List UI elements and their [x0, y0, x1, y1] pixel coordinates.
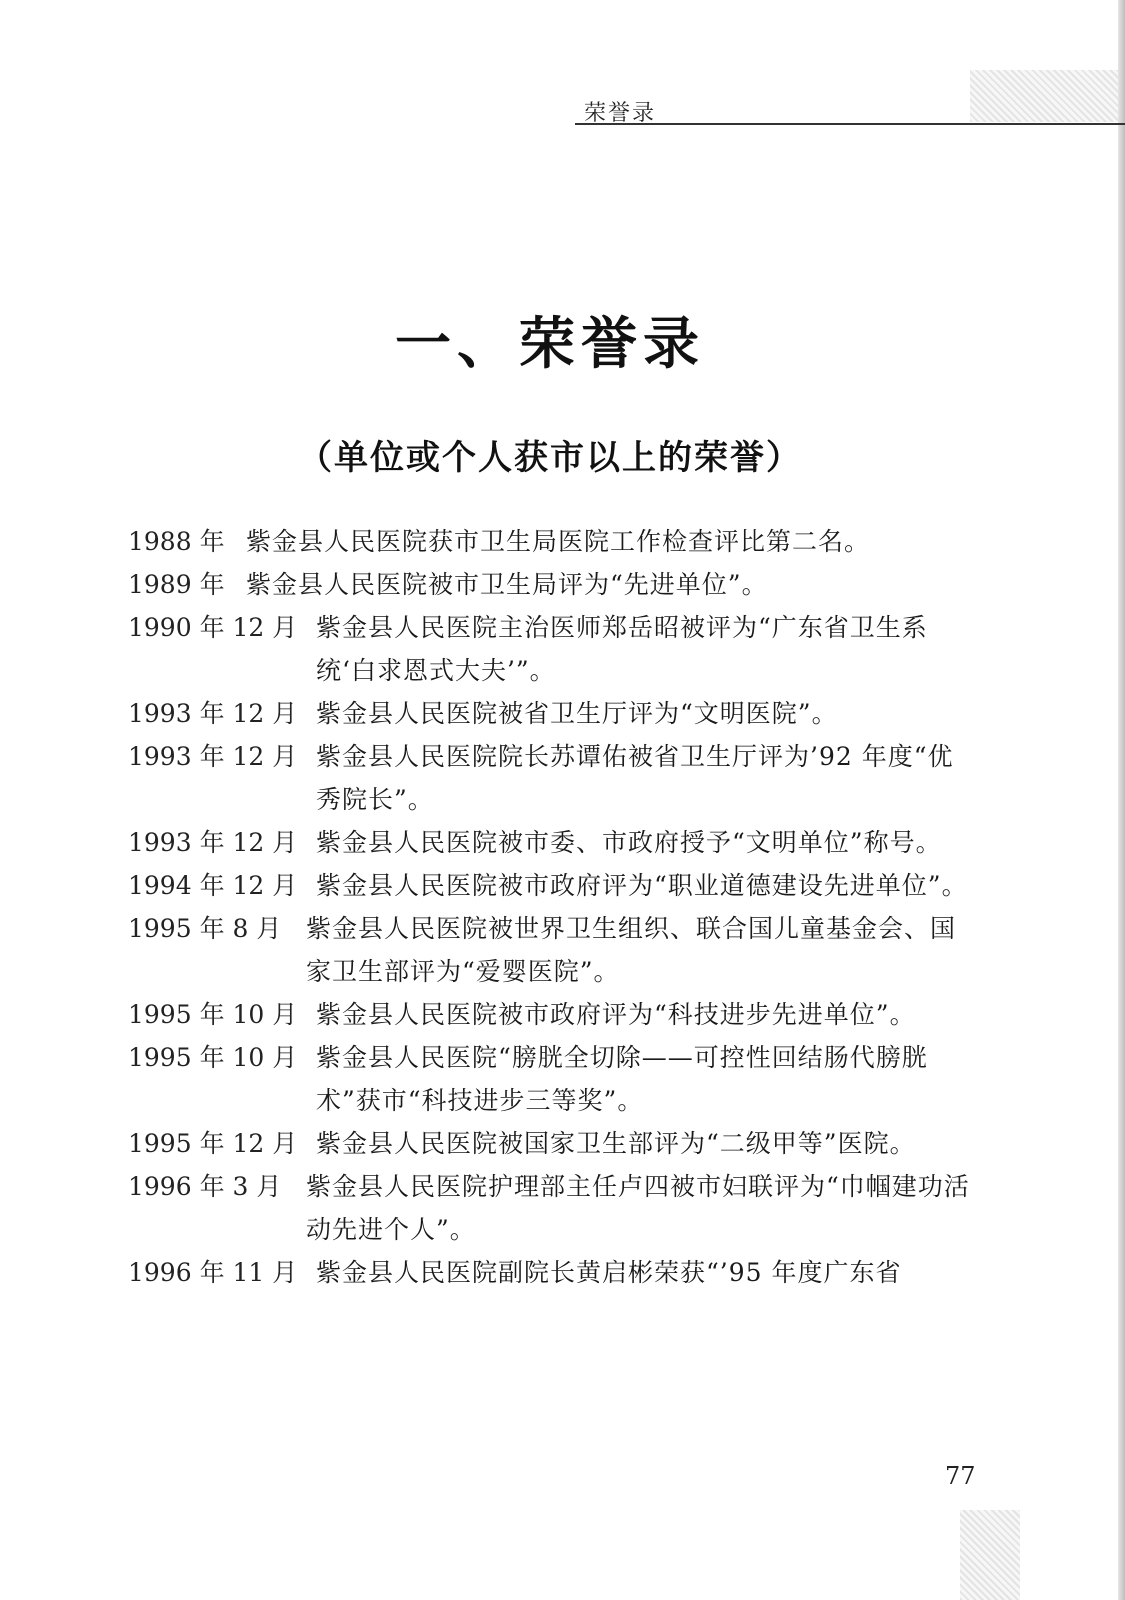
entry-date: 1993 年 12 月	[128, 742, 298, 771]
entry-date: 1988 年	[128, 527, 225, 556]
list-item	[128, 821, 978, 864]
entry-text: 紫金县人民医院被市政府评为“科技进步先进单位”。	[316, 1000, 916, 1029]
list-item	[128, 864, 978, 907]
entry-text: 紫金县人民医院“膀胱全切除——可控性回结肠代膀胱术”获市“科技进步三等奖”。	[316, 1043, 928, 1115]
list-item	[128, 735, 978, 821]
entry-text: 紫金县人民医院被市卫生局评为“先进单位”。	[246, 570, 768, 599]
entry-date: 1993 年 12 月	[128, 828, 298, 857]
list-item	[128, 563, 978, 606]
chapter-subtitle: （单位或个人获市以上的荣誉）	[298, 438, 802, 478]
entry-text: 紫金县人民医院被世界卫生组织、联合国儿童基金会、国家卫生部评为“爱婴医院”。	[306, 914, 957, 986]
list-item	[128, 606, 978, 692]
entry-text: 紫金县人民医院获市卫生局医院工作检查评比第二名。	[246, 527, 871, 556]
list-item	[128, 1251, 978, 1294]
list-item	[128, 1165, 978, 1251]
list-item	[128, 1036, 978, 1122]
list-item	[128, 692, 978, 735]
chapter-title: 一、荣誉录	[395, 312, 705, 377]
list-item	[128, 520, 978, 563]
honor-list	[128, 520, 978, 1294]
header-rule	[575, 123, 1125, 125]
entry-date: 1993 年 12 月	[128, 699, 298, 728]
entry-date: 1990 年 12 月	[128, 613, 298, 642]
scan-shading	[960, 1510, 1020, 1600]
running-header: 荣誉录	[584, 101, 657, 126]
entry-date: 1995 年 12 月	[128, 1129, 298, 1158]
page-edge-shadow	[1118, 0, 1125, 1600]
entry-date: 1995 年 10 月	[128, 1000, 298, 1029]
entry-text: 紫金县人民医院主治医师郑岳昭被评为“广东省卫生系统‘白求恩式大夫’”。	[316, 613, 928, 685]
entry-text: 紫金县人民医院护理部主任卢四被市妇联评为“巾帼建功活动先进个人”。	[306, 1172, 970, 1244]
entry-text: 紫金县人民医院被市委、市政府授予“文明单位”称号。	[316, 828, 942, 857]
entry-date: 1995 年 10 月	[128, 1043, 298, 1072]
list-item	[128, 1122, 978, 1165]
list-item	[128, 907, 978, 993]
entry-text: 紫金县人民医院被市政府评为“职业道德建设先进单位”。	[316, 871, 968, 900]
list-item	[128, 993, 978, 1036]
entry-text: 紫金县人民医院被国家卫生部评为“二级甲等”医院。	[316, 1129, 916, 1158]
page-number: 77	[945, 1462, 976, 1490]
entry-text: 紫金县人民医院副院长黄启彬荣获“’95 年度广东省	[316, 1258, 902, 1287]
entry-date: 1994 年 12 月	[128, 871, 298, 900]
entry-date: 1995 年 8 月	[128, 914, 282, 943]
scan-shading	[970, 70, 1125, 122]
entry-text: 紫金县人民医院被省卫生厅评为“文明医院”。	[316, 699, 838, 728]
entry-text: 紫金县人民医院院长苏谭佑被省卫生厅评为’92 年度“优秀院长”。	[316, 742, 954, 814]
entry-date: 1996 年 3 月	[128, 1172, 282, 1201]
entry-date: 1996 年 11 月	[128, 1258, 298, 1287]
entry-date: 1989 年	[128, 570, 225, 599]
